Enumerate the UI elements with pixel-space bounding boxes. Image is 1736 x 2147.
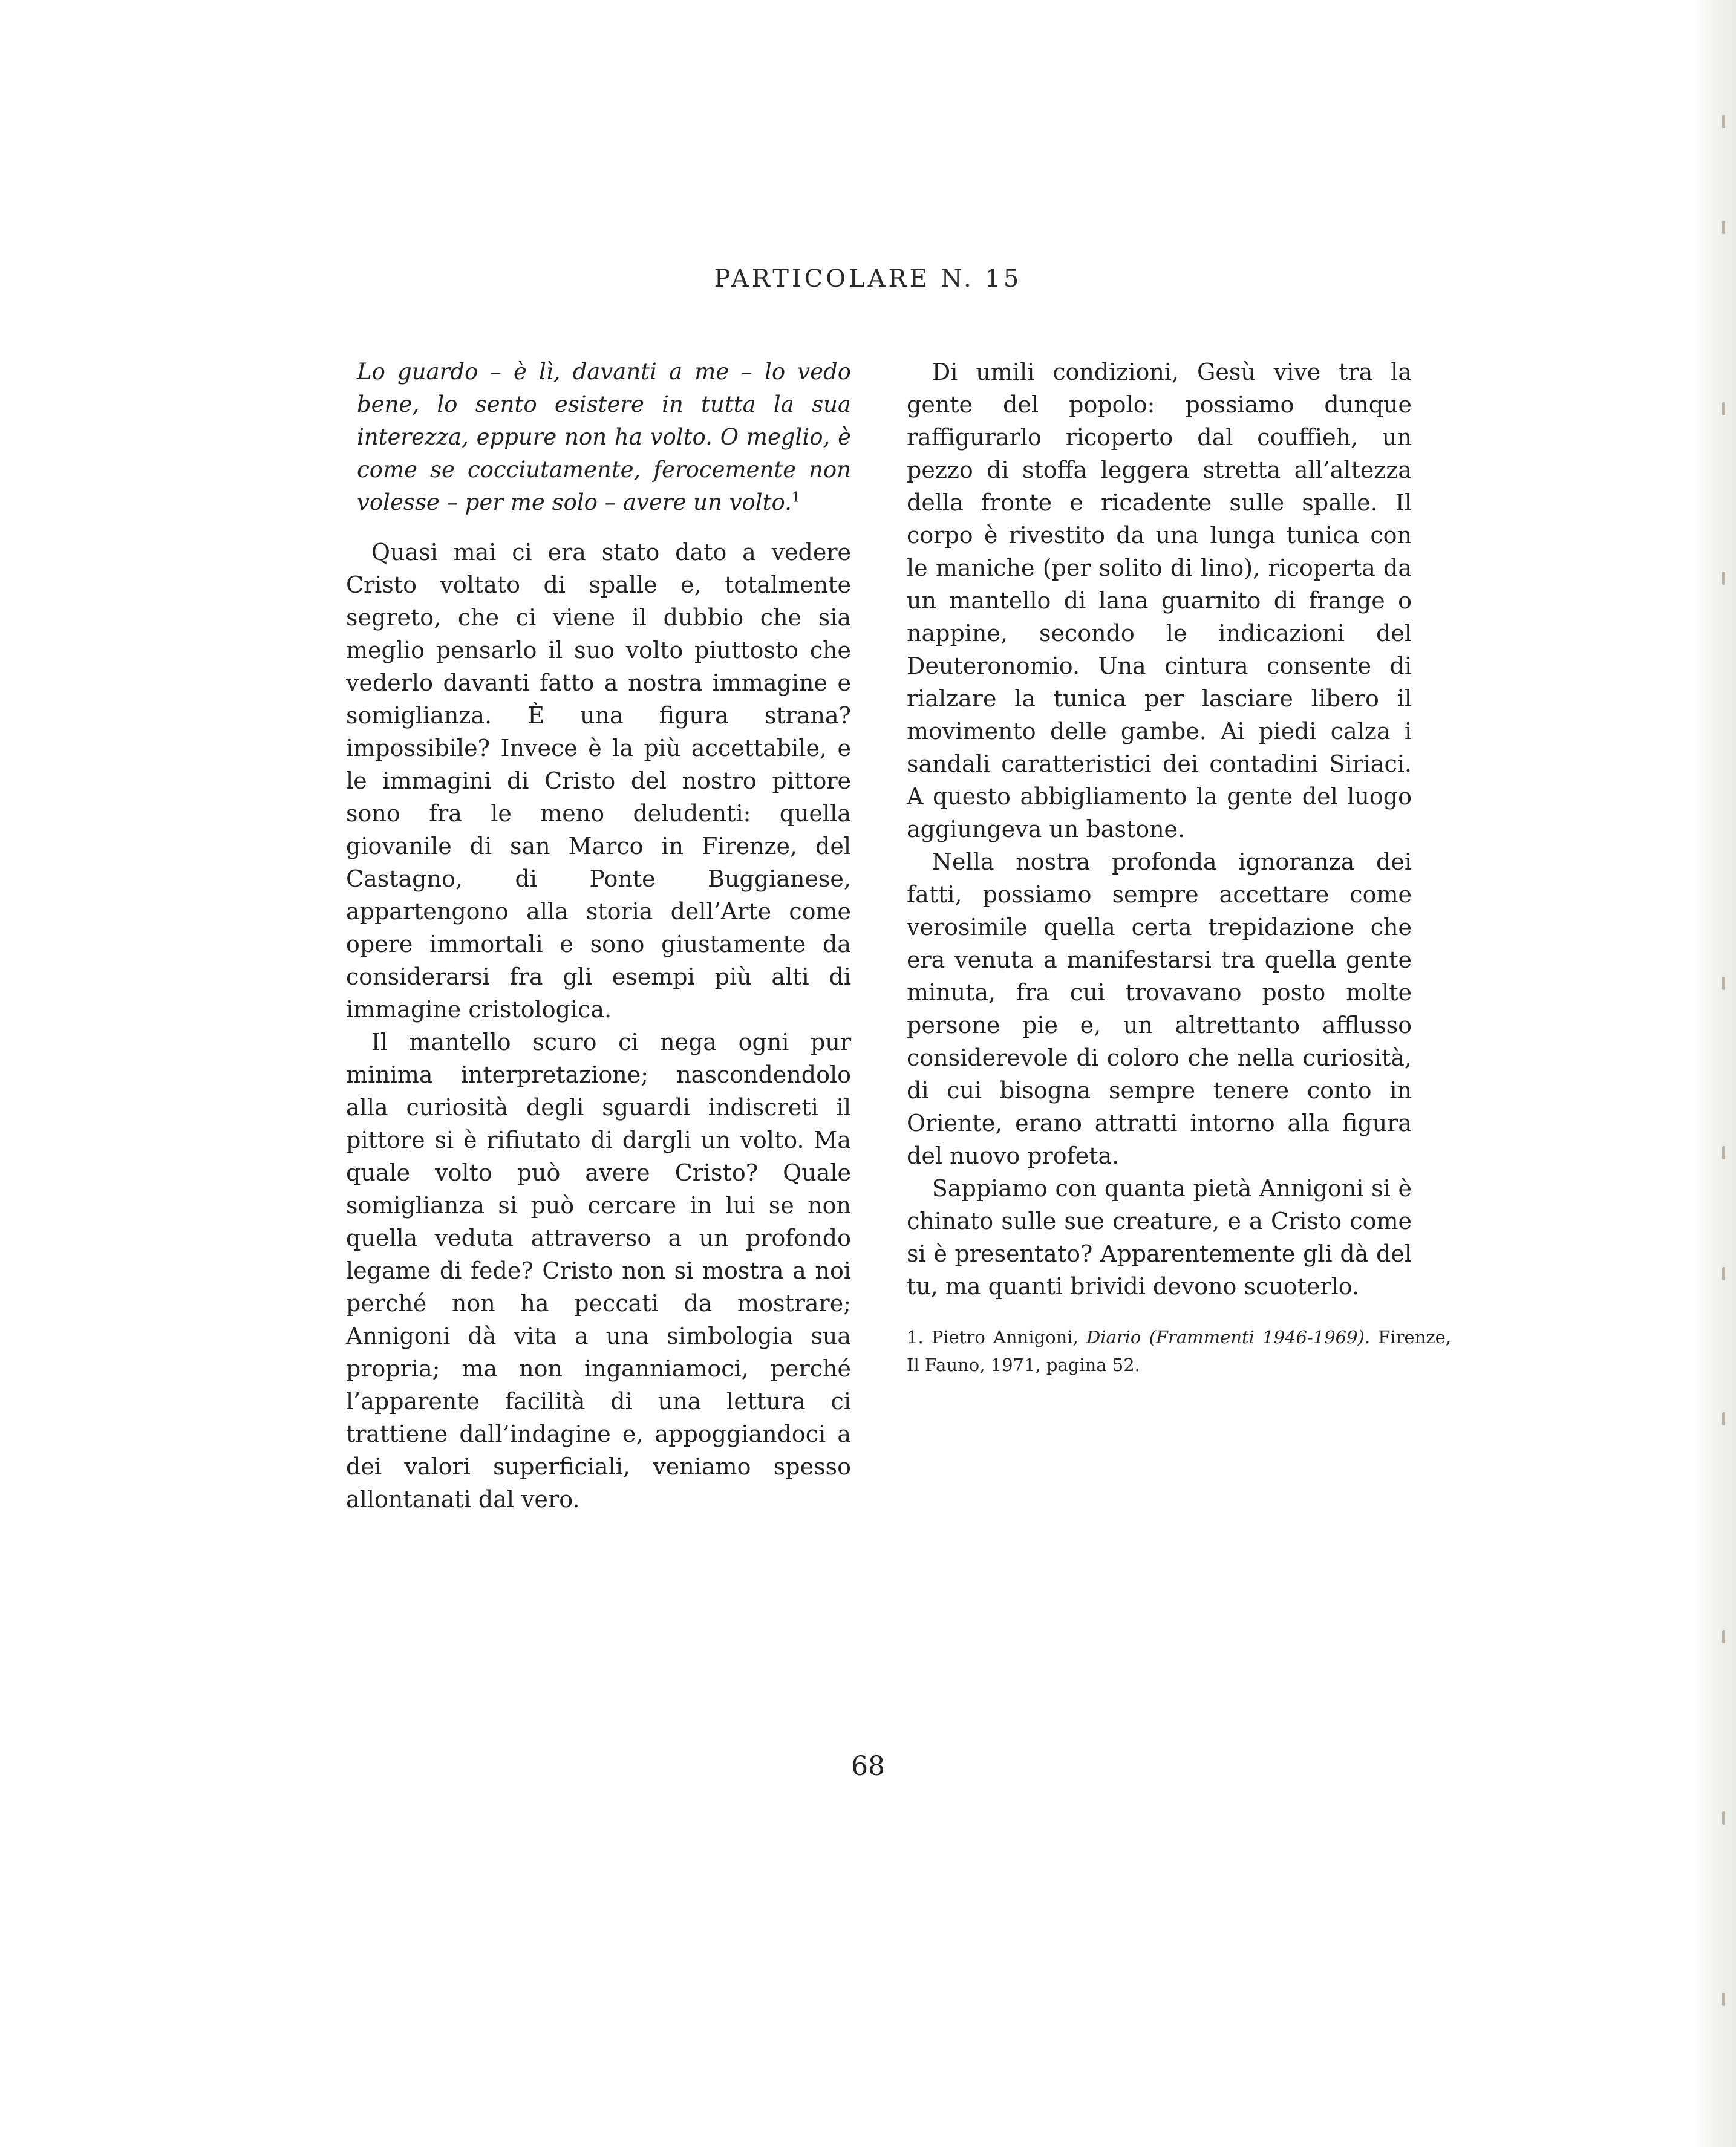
edge-mark: [1722, 1630, 1725, 1643]
footnote-title: Diario: [1086, 1327, 1141, 1347]
edge-mark: [1722, 1412, 1725, 1425]
footnote-publication: Firenze, Il Fauno, 1971, pagina 52.: [907, 1327, 1452, 1375]
footnote-marker: 1: [791, 490, 800, 506]
edge-mark: [1722, 402, 1725, 415]
body-paragraph: Nella nostra profonda ignoranza dei fatti, possiamo sempre accettare come verosimile quella certa trepidazione che era venuta a manifestarsi tra quella gente minuta, fra cui trovavano posto molte persone pie e, un altrettanto afflusso considerevole di coloro che nella curiosità, di cui bisogna sempre tenere conto in Oriente, erano attratti intorno alla figura del nuovo profeta.: [907, 849, 1412, 1169]
edge-mark: [1722, 572, 1725, 585]
body-paragraph: Quasi mai ci era stato dato a vedere Cristo voltato di spalle e, totalmente segreto, che ci viene il dubbio che sia meglio pensarlo il suo volto piuttosto che vederlo davanti fatto a nostra immagine e somiglianza. È una figura strana? impossibile? Invece è la più accettabile, e le immagini di Cristo del nostro pittore sono fra le meno deludenti: quella giovanile di san Marco in Firenze, del Castagno, di Ponte Buggianese, appartengono alla storia dell’Arte come opere immortali e sono giustamente da considerarsi fra gli esempi più alti di immagine cristologica.: [346, 539, 851, 1023]
body-paragraph: Di umili condizioni, Gesù vive tra la gente del popolo: possiamo dunque raffigurarlo ricoperto dal couffieh, un pezzo di stoffa leggera stretta all’altezza della fronte e ricadente sulle spalle. Il corpo è rivestito da una lunga tunica con le maniche (per solito di lino), ricoperta da un mantello di lana guarnito di frange o nappine, secondo le indicazioni del Deuteronomio. Una cintura consente di rialzare la tunica per lasciare libero il movimento delle gambe. Ai piedi calza i sandali caratteristici dei contadini Siriaci. A questo abbigliamento la gente del luogo aggiungeva un bastone.: [907, 359, 1412, 842]
footnote-author: Pietro Annigoni,: [931, 1327, 1078, 1347]
edge-mark: [1722, 221, 1725, 234]
page-number: 68: [851, 1751, 885, 1782]
page-edge: [1694, 0, 1736, 2147]
footnote-number: 1.: [907, 1327, 924, 1347]
epigraph: [357, 356, 851, 519]
right-column: [907, 356, 1412, 1303]
body-paragraph: Il mantello scuro ci nega ogni pur minima interpretazione; nascondendolo alla curiosità degli sguardi indiscreti il pittore si è rifiutato di dargli un volto. Ma quale volto può avere Cristo? Quale somiglianza si può cercare in lui se non quella veduta attraverso a un profondo legame di fede? Cristo non si mostra a noi perché non ha peccati da mostrare; Annigoni dà vita a una simbologia sua propria; ma non inganniamoci, perché l’apparente facilità di una lettura ci trattiene dall’indagine e, appoggiandoci a dei valori superficiali, veniamo spesso allontanati dal vero.: [346, 1029, 851, 1513]
edge-mark: [1722, 1811, 1725, 1825]
footnote-subtitle: (Frammenti 1946-1969).: [1149, 1327, 1371, 1347]
edge-mark: [1722, 1267, 1725, 1280]
running-head: PARTICOLARE N. 15: [714, 265, 1022, 293]
edge-mark: [1722, 977, 1725, 990]
epigraph-text: Lo guardo – è lì, davanti a me – lo vedo bene, lo sento esistere in tutta la sua interezza, eppure non ha volto. O meglio, è come se cocciutamente, ferocemente non volesse – per me solo – avere un volto.: [357, 359, 851, 515]
edge-mark: [1722, 1993, 1725, 2006]
body-paragraph: Sappiamo con quanta pietà Annigoni si è chinato sulle sue creature, e a Cristo come si è presentato? Apparentemente gli dà del tu, ma quanti brividi devono scuoterlo.: [907, 1175, 1412, 1300]
edge-mark: [1722, 1146, 1725, 1159]
footnote: [907, 1323, 1451, 1379]
left-column: [346, 356, 851, 1516]
edge-mark: [1722, 115, 1725, 128]
